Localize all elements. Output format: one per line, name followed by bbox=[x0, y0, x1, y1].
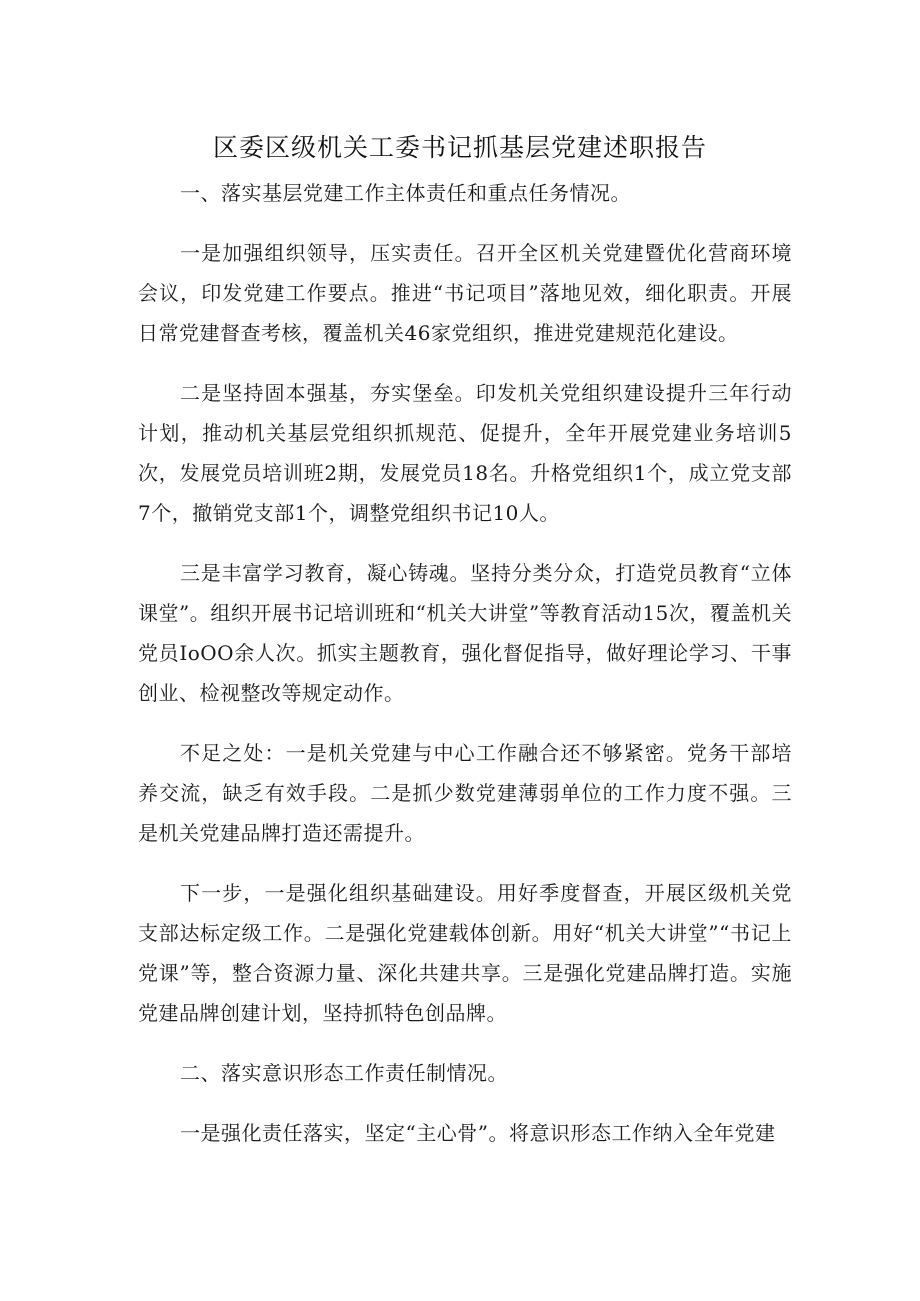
paragraph-next-steps: 下一步，一是强化组织基础建设。用好季度督查，开展区级机关党支部达标定级工作。二是强化党建载体创新。用好“机关大讲堂”“书记上党课”等，整合资源力量、深化共建共享。三是强化党建品牌打造。实施党建品牌创建计划，坚持抓特色创品牌。 bbox=[138, 881, 792, 1025]
paragraph-organization-leadership: 一是加强组织领导，压实责任。召开全区机关党建暨优化营商环境会议，印发党建工作要点。推进“书记项目”落地见效，细化职责。开展日常党建督查考核，覆盖机关46家党组织，推进党建规范化建设。 bbox=[138, 241, 792, 345]
paragraph-shortcomings: 不足之处：一是机关党建与中心工作融合还不够紧密。党务干部培养交流，缺乏有效手段。二是抓少数党建薄弱单位的工作力度不强。三是机关党建品牌打造还需提升。 bbox=[138, 741, 792, 845]
paragraph-learning-education: 三是丰富学习教育，凝心铸魂。坚持分类分众，打造党员教育“立体课堂”。组织开展书记培训班和“机关大讲堂”等教育活动15次，覆盖机关党员IoOO余人次。抓实主题教育，强化督促指导，做好理论学习、干事创业、检视整改等规定动作。 bbox=[138, 561, 792, 705]
section-heading-2: 二、落实意识形态工作责任制情况。 bbox=[180, 1061, 508, 1085]
document-body bbox=[138, 173, 792, 1173]
document-title: 区委区级机关工委书记抓基层党建述职报告 bbox=[212, 133, 707, 162]
paragraph-responsibility: 一是强化责任落实，坚定“主心骨”。将意识形态工作纳入全年党建 bbox=[180, 1121, 776, 1145]
paragraph-foundation-strengthening: 二是坚持固本强基，夯实堡垒。印发机关党组织建设提升三年行动计划，推动机关基层党组织抓规范、促提升，全年开展党建业务培训5次，发展党员培训班2期，发展党员18名。升格党组织1个，成立党支部7个，撤销党支部1个，调整党组织书记10人。 bbox=[138, 381, 792, 525]
section-heading-1: 一、落实基层党建工作主体责任和重点任务情况。 bbox=[180, 181, 631, 205]
